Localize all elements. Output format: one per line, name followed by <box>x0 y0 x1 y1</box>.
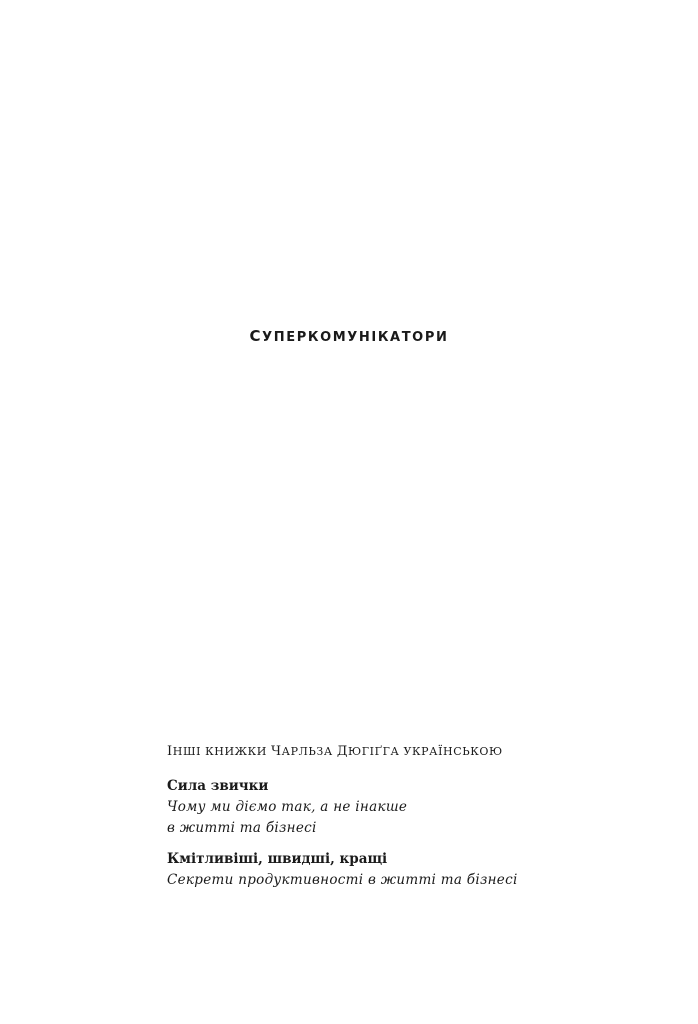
book-title: Сила звички <box>167 778 269 794</box>
also-by-heading <box>167 742 607 762</box>
heading-cap-3: Д <box>336 744 349 759</box>
half-title-rest: УПЕРКОМУНІКАТОРИ <box>262 330 449 345</box>
book-entry <box>167 849 607 891</box>
also-by-section <box>167 742 607 901</box>
half-title-initial: С <box>249 327 263 345</box>
book-subtitle-line: Чому ми діємо так, а не інакше <box>167 799 408 815</box>
book-subtitle-line: Секрети продуктивності в житті та бізнесі <box>167 872 518 888</box>
heading-cap-1: І <box>167 744 173 759</box>
heading-sc-1: НШІ КНИЖКИ <box>172 745 271 758</box>
book-entry <box>167 776 607 839</box>
heading-sc-2: АРЛЬЗА <box>281 745 337 758</box>
heading-sc-3: ЮГІҐГА УКРАЇНСЬКОЮ <box>348 745 503 758</box>
book-subtitle-line: в житті та бізнесі <box>167 820 317 836</box>
half-title <box>0 327 698 345</box>
heading-cap-2: Ч <box>271 744 282 759</box>
book-title: Кмітливіші, швидші, кращі <box>167 851 388 867</box>
